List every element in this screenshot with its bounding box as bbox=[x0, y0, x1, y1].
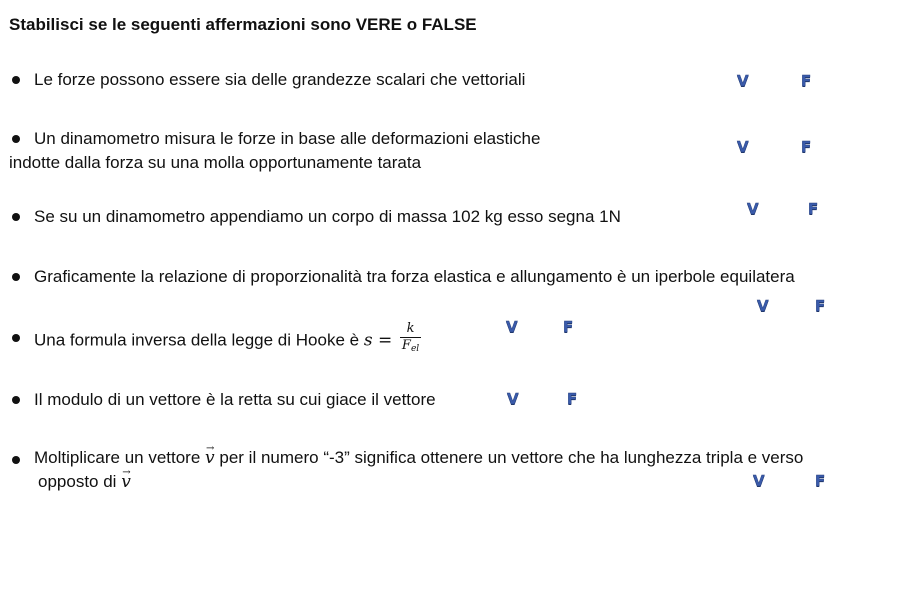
true-option-4[interactable]: V bbox=[757, 297, 769, 315]
statement-7-text-b: per il numero “-3” significa ottenere un vettore che ha lunghezza tripla e verso bbox=[219, 448, 804, 467]
statement-3: Se su un dinamometro appendiamo un corpo di massa 102 kg esso segna 1N bbox=[34, 207, 621, 226]
true-option-3[interactable]: V bbox=[747, 200, 759, 218]
bullet bbox=[12, 273, 20, 281]
fraction-numerator: k bbox=[406, 321, 415, 336]
vector-v: → v bbox=[205, 446, 215, 470]
denominator-symbol: F bbox=[401, 338, 411, 353]
false-option-4[interactable]: F bbox=[815, 297, 826, 315]
fraction-denominator bbox=[400, 339, 421, 356]
statement-7-line-1 bbox=[34, 446, 803, 470]
statement-7-text-c: opposto di bbox=[38, 472, 117, 491]
statement-5 bbox=[34, 321, 421, 358]
bullet bbox=[12, 456, 20, 464]
true-option-2[interactable]: V bbox=[737, 138, 749, 156]
denominator-subscript: el bbox=[410, 344, 420, 354]
false-option-5[interactable]: F bbox=[563, 318, 574, 336]
statement-5-text: Una formula inversa della legge di Hooke è bbox=[34, 330, 360, 350]
false-option-1[interactable]: F bbox=[801, 72, 812, 90]
false-option-7[interactable]: F bbox=[815, 472, 826, 490]
hooke-fraction bbox=[400, 322, 421, 356]
vector-v: → v bbox=[121, 470, 131, 494]
true-option-7[interactable]: V bbox=[753, 472, 765, 490]
bullet bbox=[12, 76, 20, 84]
bullet bbox=[12, 334, 20, 342]
statement-6: Il modulo di un vettore è la retta su cui giace il vettore bbox=[34, 390, 436, 409]
true-option-1[interactable]: V bbox=[737, 72, 749, 90]
bullet bbox=[12, 135, 20, 143]
false-option-3[interactable]: F bbox=[808, 200, 819, 218]
false-option-6[interactable]: F bbox=[567, 390, 578, 408]
bullet bbox=[12, 396, 20, 404]
false-option-2[interactable]: F bbox=[801, 138, 812, 156]
statement-7-line-2 bbox=[38, 470, 131, 494]
true-option-6[interactable]: V bbox=[507, 390, 519, 408]
statement-4: Graficamente la relazione di proporzionalità tra forza elastica e allungamento è un iperbole equilatera bbox=[34, 267, 795, 286]
bullet bbox=[12, 213, 20, 221]
hooke-formula-lhs: s = bbox=[363, 330, 393, 351]
statement-2-line-2: indotte dalla forza su una molla opportunamente tarata bbox=[9, 153, 422, 172]
statement-1: Le forze possono essere sia delle grandezze scalari che vettoriali bbox=[34, 70, 526, 89]
true-option-5[interactable]: V bbox=[506, 318, 518, 336]
statement-2-line-1: Un dinamometro misura le forze in base alle deformazioni elastiche bbox=[34, 129, 541, 148]
statement-7-text-a: Moltiplicare un vettore bbox=[34, 448, 201, 467]
page-title: Stabilisci se le seguenti affermazioni sono VERE o FALSE bbox=[9, 15, 477, 34]
